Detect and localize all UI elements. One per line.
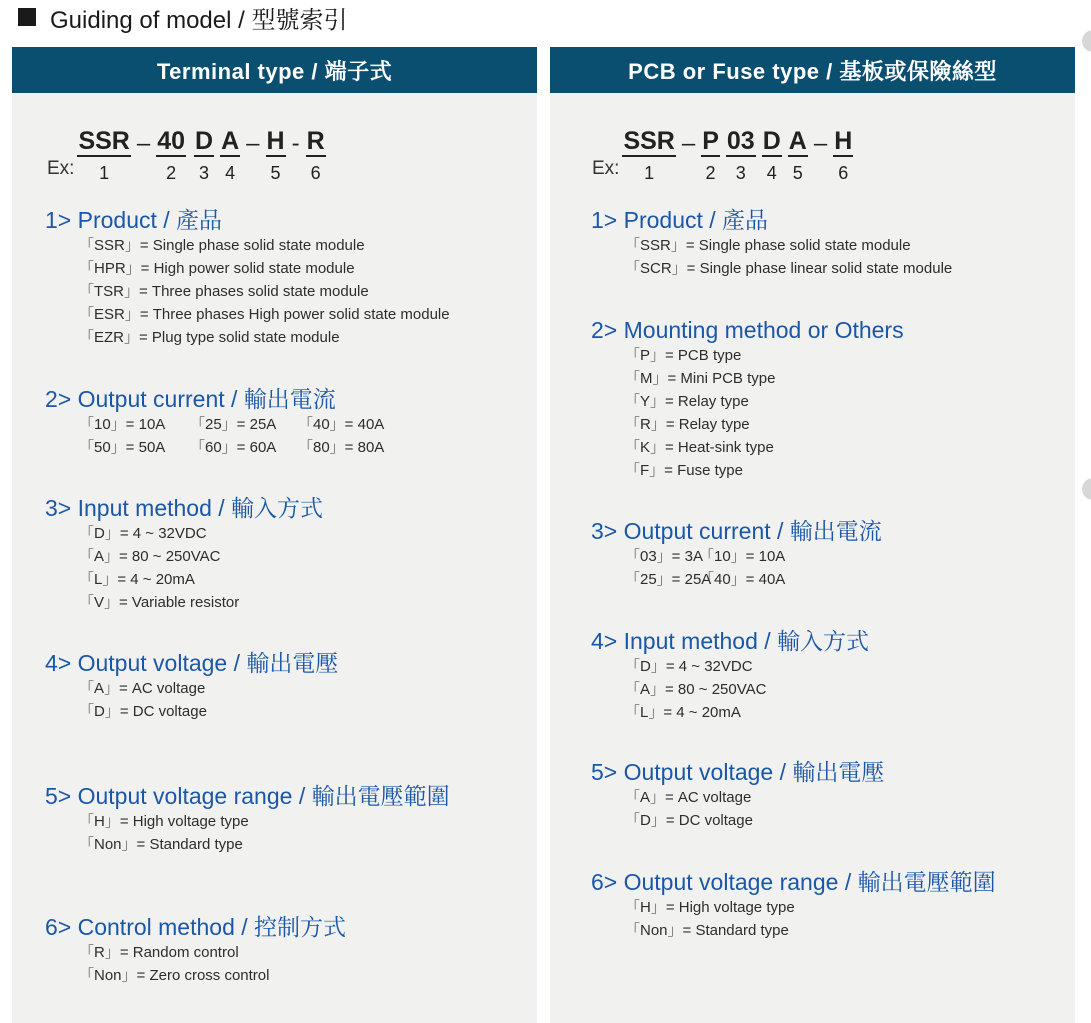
example-segment: A 5	[788, 127, 807, 183]
list-item: 「P」= PCB type	[625, 347, 742, 364]
example-separator: -	[291, 130, 300, 157]
example-segment: R 6	[306, 127, 325, 183]
example-segment: SSR 1	[78, 127, 130, 183]
list-item: 「Non」= Standard type	[79, 836, 243, 853]
terminal-section-input-method	[45, 495, 323, 614]
pcb-section-product	[591, 207, 952, 280]
pcb-section-output-current	[591, 518, 882, 591]
list-item: 「Y」= Relay type	[625, 393, 749, 410]
terminal-type-header: Terminal type / 端子式	[12, 47, 537, 93]
example-prefix: Ex:	[47, 158, 75, 179]
example-separator: –	[136, 130, 151, 157]
square-bullet-icon	[18, 8, 36, 26]
terminal-section-output-current	[45, 386, 384, 459]
grid-item: 「60」= 60A	[190, 439, 277, 456]
section-title: 3> Input method / 輸入方式	[45, 495, 324, 521]
list-item: 「SSR」= Single phase solid state module	[625, 237, 911, 254]
section-title: 6> Output voltage range / 輸出電壓範圍	[591, 869, 996, 895]
list-item: 「Non」= Zero cross control	[79, 967, 270, 984]
example-segment: H 5	[266, 127, 285, 183]
grid-item: 「40」= 40A	[298, 416, 385, 433]
list-item: 「M」= Mini PCB type	[625, 370, 776, 387]
list-item: 「F」= Fuse type	[625, 462, 743, 479]
list-item: 「D」= 4 ~ 32VDC	[625, 658, 753, 675]
list-item: 「A」= AC voltage	[79, 680, 206, 697]
terminal-section-product	[45, 207, 450, 349]
section-title: 5> Output voltage / 輸出電壓	[591, 759, 885, 785]
pcb-section-mounting-method	[591, 317, 904, 482]
example-segment: SSR 1	[623, 127, 675, 183]
list-item: 「TSR」= Three phases solid state module	[79, 283, 369, 300]
example-prefix: Ex:	[592, 158, 620, 179]
binder-hole-icon	[1082, 478, 1091, 500]
section-title: 2> Mounting method or Others	[591, 317, 904, 343]
binder-hole-icon	[1082, 30, 1091, 52]
section-title: 6> Control method / 控制方式	[45, 914, 347, 940]
section-title: 4> Input method / 輸入方式	[591, 628, 870, 654]
example-segment: 40 2	[157, 127, 186, 183]
terminal-example	[47, 127, 326, 186]
example-segment: 03 3	[726, 127, 755, 183]
grid-item: 「10」= 10A	[699, 548, 786, 565]
terminal-section-output-voltage	[45, 650, 338, 723]
section-title: 1> Product / 產品	[45, 207, 223, 233]
list-item: 「A」= 80 ~ 250VAC	[625, 681, 767, 698]
example-segment: D 4	[762, 127, 781, 183]
list-item: 「HPR」= High power solid state module	[79, 260, 355, 277]
section-title: 5> Output voltage range / 輸出電壓範圍	[45, 783, 450, 809]
list-item: 「L」= 4 ~ 20mA	[79, 571, 195, 588]
list-item: 「SCR」= Single phase linear solid state module	[625, 260, 953, 277]
pcb-example	[592, 127, 853, 186]
list-item: 「H」= High voltage type	[625, 899, 795, 916]
list-item: 「H」= High voltage type	[79, 813, 249, 830]
section-title: 3> Output current / 輸出電流	[591, 518, 882, 544]
grid-item: 「10」= 10A	[79, 416, 166, 433]
grid-item: 「03」= 3A	[625, 548, 703, 565]
pcb-section-output-voltage-range	[591, 869, 996, 942]
pcb-fuse-type-panel	[550, 47, 1075, 1023]
terminal-section-output-voltage-range	[45, 783, 450, 856]
example-segment: P 2	[702, 127, 719, 183]
grid-item: 「25」= 25A	[190, 416, 277, 433]
list-item: 「Non」= Standard type	[625, 922, 789, 939]
terminal-section-control-method	[45, 914, 346, 987]
grid-item: 「50」= 50A	[79, 439, 166, 456]
example-segment: A 4	[221, 127, 240, 183]
list-item: 「EZR」= Plug type solid state module	[79, 329, 340, 346]
list-item: 「R」= Random control	[79, 944, 239, 961]
list-item: 「D」= DC voltage	[79, 703, 207, 720]
list-item: 「R」= Relay type	[625, 416, 750, 433]
list-item: 「SSR」= Single phase solid state module	[79, 237, 365, 254]
terminal-type-panel	[12, 47, 537, 1023]
section-title: 4> Output voltage / 輸出電壓	[45, 650, 339, 676]
grid-item: 「25」= 25A	[625, 571, 712, 588]
list-item: 「A」= AC voltage	[625, 789, 752, 806]
pcb-section-output-voltage	[591, 759, 884, 832]
example-separator: –	[813, 130, 828, 157]
page-title	[18, 2, 347, 32]
list-item: 「L」= 4 ~ 20mA	[625, 704, 741, 721]
section-title: 2> Output current / 輸出電流	[45, 386, 336, 412]
example-separator: –	[246, 130, 260, 157]
list-item: 「A」= 80 ~ 250VAC	[79, 548, 221, 565]
list-item: 「V」= Variable resistor	[79, 594, 240, 611]
pcb-section-input-method	[591, 628, 869, 724]
section-title: 1> Product / 產品	[591, 207, 769, 233]
example-segment: D 3	[195, 127, 214, 183]
page-title-text: Guiding of model / 型號索引	[50, 6, 348, 34]
grid-item: 「80」= 80A	[298, 439, 385, 456]
list-item: 「D」= DC voltage	[625, 812, 753, 829]
pcb-fuse-type-header: PCB or Fuse type / 基板或保險絲型	[550, 47, 1075, 93]
example-separator: –	[681, 130, 696, 157]
list-item: 「K」= Heat-sink type	[625, 439, 774, 456]
list-item: 「D」= 4 ~ 32VDC	[79, 525, 207, 542]
list-item: 「ESR」= Three phases High power solid state module	[79, 306, 450, 323]
grid-item: 「40」= 40A	[699, 571, 786, 588]
example-segment: H 6	[834, 127, 853, 183]
